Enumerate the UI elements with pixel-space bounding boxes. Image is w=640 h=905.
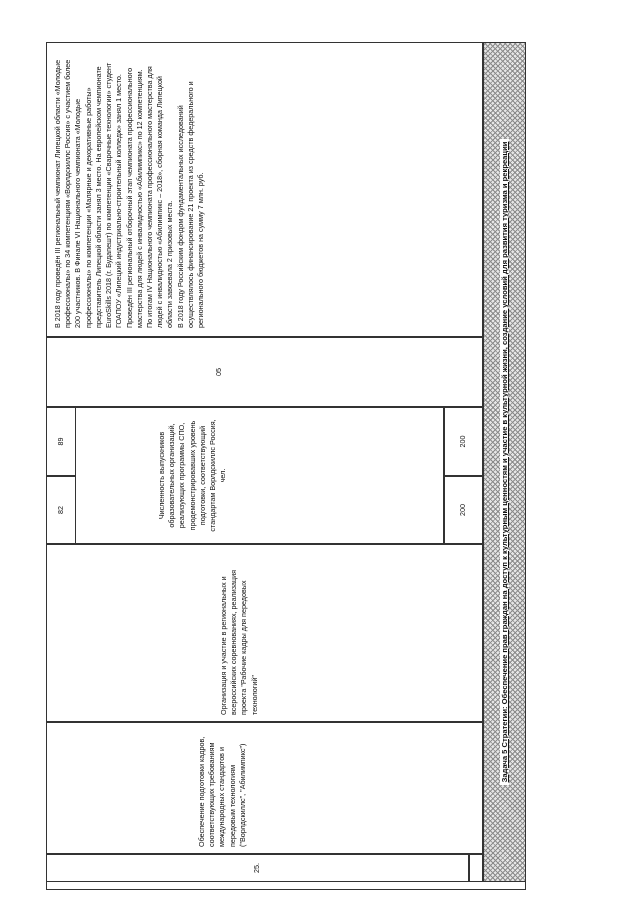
goal-cell bbox=[46, 722, 483, 854]
description-paragraph-2: По итогам IV Национального чемпионата профессионального мастерства для людей с инвалидностью «Абилимпикс – 2018», сборная команда Липецкой области завоевала 2 призовых места. bbox=[144, 66, 175, 328]
measure-text: Организация и участие в региональных и всероссийских соревнованиях, реализация проекта "Рабочие кадры для передовых технологий" bbox=[219, 569, 259, 715]
plan-value-cell bbox=[444, 476, 483, 544]
fact-value: 200 bbox=[458, 435, 468, 448]
plan-value: 200 bbox=[458, 504, 468, 516]
description-paragraph-3: В 2018 году Российским фондом фундаментальных исследований осуществлялось финансирование 21 проекта из средств федерального и регионального бюджетов на сумму 7 млн. руб. bbox=[175, 81, 206, 328]
description-cell bbox=[46, 42, 483, 337]
code-cell bbox=[46, 337, 483, 407]
row-number-cell-bottom bbox=[469, 854, 483, 882]
table-edge-cell bbox=[46, 882, 526, 890]
code-value: 05 bbox=[214, 368, 224, 376]
row-number-cell bbox=[46, 854, 469, 882]
rotated-table bbox=[46, 42, 526, 890]
top-value-1: 82 bbox=[55, 506, 65, 514]
description-paragraph-1: В 2018 году проведён III региональный чемпионат Липецкой области «Молодые профессионалы» по 34 компетенциям «Ворлдскиллс Россия» с участием более 200 участников. В Финале VI Национального чемпионата «Молодые профессионалы» по компетенции «Малярные и декоративные работы» представитель Липецкой области занял 3 место. На европейском чемпионате EuroSkills 2018 (г. Будапешт) по компетенции «Сварочные технологии» студент ГОАПОУ «Липецкий индустриально-строительный колледж» занял 1 место. Проведён III региональный отборочный этап чемпионата профессионального мастерства для людей с инвалидностью «Абилимпикс» по 12 компетенциям. bbox=[53, 59, 144, 328]
indicator-cell bbox=[46, 407, 444, 544]
task-banner-title: Задача 5 Стратегии: Обеспечение прав граждан на доступ к культурным ценностям и участие в культурной жизни, создание условий для развития туризма и рекреации bbox=[500, 139, 509, 786]
goal-text: Обеспечение подготовки кадров, соответствующих требованиям международных стандартов и передовым технологиям ("Ворлдскиллс", "Абилимпикс") bbox=[197, 736, 247, 847]
task-banner-row bbox=[483, 42, 526, 882]
row-number: 25. bbox=[252, 863, 262, 873]
top-value-2: 89 bbox=[55, 437, 65, 446]
top-value-cell-2 bbox=[46, 407, 76, 476]
top-value-cell-1 bbox=[46, 476, 76, 544]
fact-value-cell bbox=[444, 407, 483, 476]
measure-cell bbox=[46, 544, 483, 722]
indicator-text: Численность выпускников образовательных организаций, реализующих программы СПО, продемонстрировавших уровень подготовки, соответствующий стандартам Ворлдскиллс Россия, чел. bbox=[157, 419, 228, 532]
